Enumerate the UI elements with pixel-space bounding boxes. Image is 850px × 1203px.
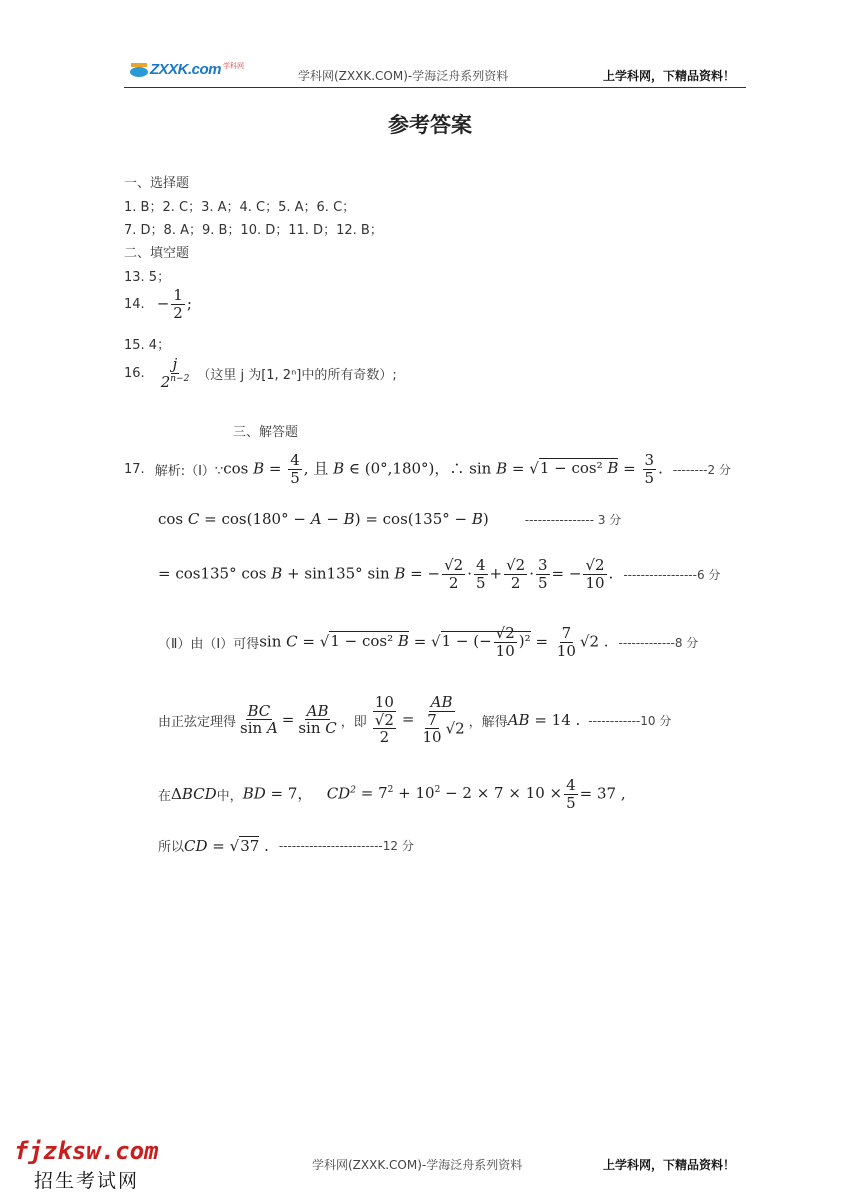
footer-right-text: 上学科网，下精品资料！	[603, 1158, 736, 1172]
answer-16-label: 16.	[124, 365, 145, 381]
q17-eq6: BD = 7， $CD^2 = 7^2 + 10^2 - 2 \times 7 \times 10$ × $\frac{4}{5}$ = 37 ,	[242, 776, 626, 812]
q17-line-5	[158, 694, 671, 746]
q17-line-7	[158, 836, 414, 855]
q17-eq5c: AB = 14 .	[507, 711, 581, 730]
q17-eq2: cos C = cos(180° − A − B) = cos(135° − B)	[158, 510, 489, 528]
score-12: ------------------------12 分	[278, 839, 414, 853]
q17-line-3	[158, 557, 720, 592]
choice-heading: 一、选择题	[124, 176, 190, 191]
logo-sub: 学科网	[223, 62, 245, 70]
header-logo	[128, 60, 244, 78]
q17-line-1	[124, 452, 731, 487]
logo-text: ZXXK.com	[150, 60, 222, 78]
fill-heading: 二、填空题	[124, 246, 190, 261]
q17-eq1: cos B = $\frac{4}{5}$ , 且 B ∈ (0°,180°)，∴ sin B = √1 − cos² B = $\frac{3}{5}$ .	[223, 451, 663, 487]
score-6: -----------------6 分	[623, 567, 721, 582]
q17-intro: 解析:（Ⅰ）∵	[154, 463, 224, 479]
choice-answers-1: 1. B；2. C；3. A；4. C；5. A；6. C；	[124, 200, 356, 215]
score-8: -------------8 分	[618, 635, 699, 650]
page-title: 参考答案	[388, 113, 472, 137]
q17-eq3: = cos135° cos B + sin135° sin B = − $\frac{√2}{2}$ · $\frac{4}{5}$ + $\frac{√2}{2}$ · $\frac{3}{5}$ = − $\frac{√2}{10}$ .	[158, 556, 614, 592]
q17-then: ，即	[340, 714, 367, 730]
solve-heading: 三、解答题	[233, 425, 299, 440]
answer-13: 13. 5；	[124, 270, 171, 285]
graduate-cap-icon	[128, 60, 150, 78]
header-right-text: 上学科网，下精品资料！	[603, 69, 736, 83]
choice-answers-2: 7. D；8. A；9. B；10. D；11. D；12. B；	[124, 223, 383, 238]
q17-part2: （Ⅱ）由（Ⅰ）可得	[158, 636, 260, 652]
q17-line-2	[158, 510, 621, 528]
q17-eq7: CD = √37 .	[184, 836, 269, 855]
answer-16-math: $\frac{j}{2^{n-2}}$	[160, 355, 190, 391]
answer-14-label: 14.	[124, 296, 145, 312]
watermark-cn: 招生考试网	[34, 1170, 140, 1192]
score-3: ---------------- 3 分	[524, 512, 622, 527]
q17-eq5b: $\frac{10}{\frac{√2}{2}}$ = AB $\frac{7}{10}$ √2	[374, 693, 465, 746]
answer-14	[124, 287, 192, 322]
q17-label: 17.	[124, 461, 145, 477]
q17-solve: ，解得	[468, 714, 508, 730]
q17-in-tri: 在	[158, 788, 172, 804]
q17-tri-name: ΔBCD	[171, 785, 217, 804]
q17-line-4	[158, 625, 698, 660]
answer-16-note: （这里 j 为[1, 2ⁿ]中的所有奇数）;	[197, 367, 397, 383]
q17-so: 所以	[158, 840, 185, 855]
q17-eq4: sin C = √1 − cos² B = √1 − (− $\frac{√2}{10}$ )² = $\frac{7}{10}$ √2 .	[259, 624, 609, 660]
header-rule	[124, 87, 746, 88]
footer-center-text: 学科网(ZXXK.COM)-学海泛舟系列资料	[312, 1158, 523, 1172]
q17-law: 由正弦定理得	[158, 714, 237, 730]
score-2: --------2 分	[672, 462, 731, 477]
watermark-logo: fjzksw.com	[14, 1137, 159, 1165]
answer-16	[124, 356, 397, 391]
q17-in-tri2: 中，	[216, 788, 243, 804]
q17-line-6	[158, 777, 626, 812]
answer-15: 15. 4；	[124, 338, 171, 353]
answer-14-math: − $\frac{1}{2}$ ;	[156, 286, 192, 322]
score-10: ------------10 分	[588, 713, 672, 728]
header-center-text: 学科网(ZXXK.COM)-学海泛舟系列资料	[298, 69, 509, 83]
q17-eq5a: $\frac{BC}{\text{sin A}}$ = $\frac{AB}{\text{sin C}}$	[240, 701, 337, 738]
